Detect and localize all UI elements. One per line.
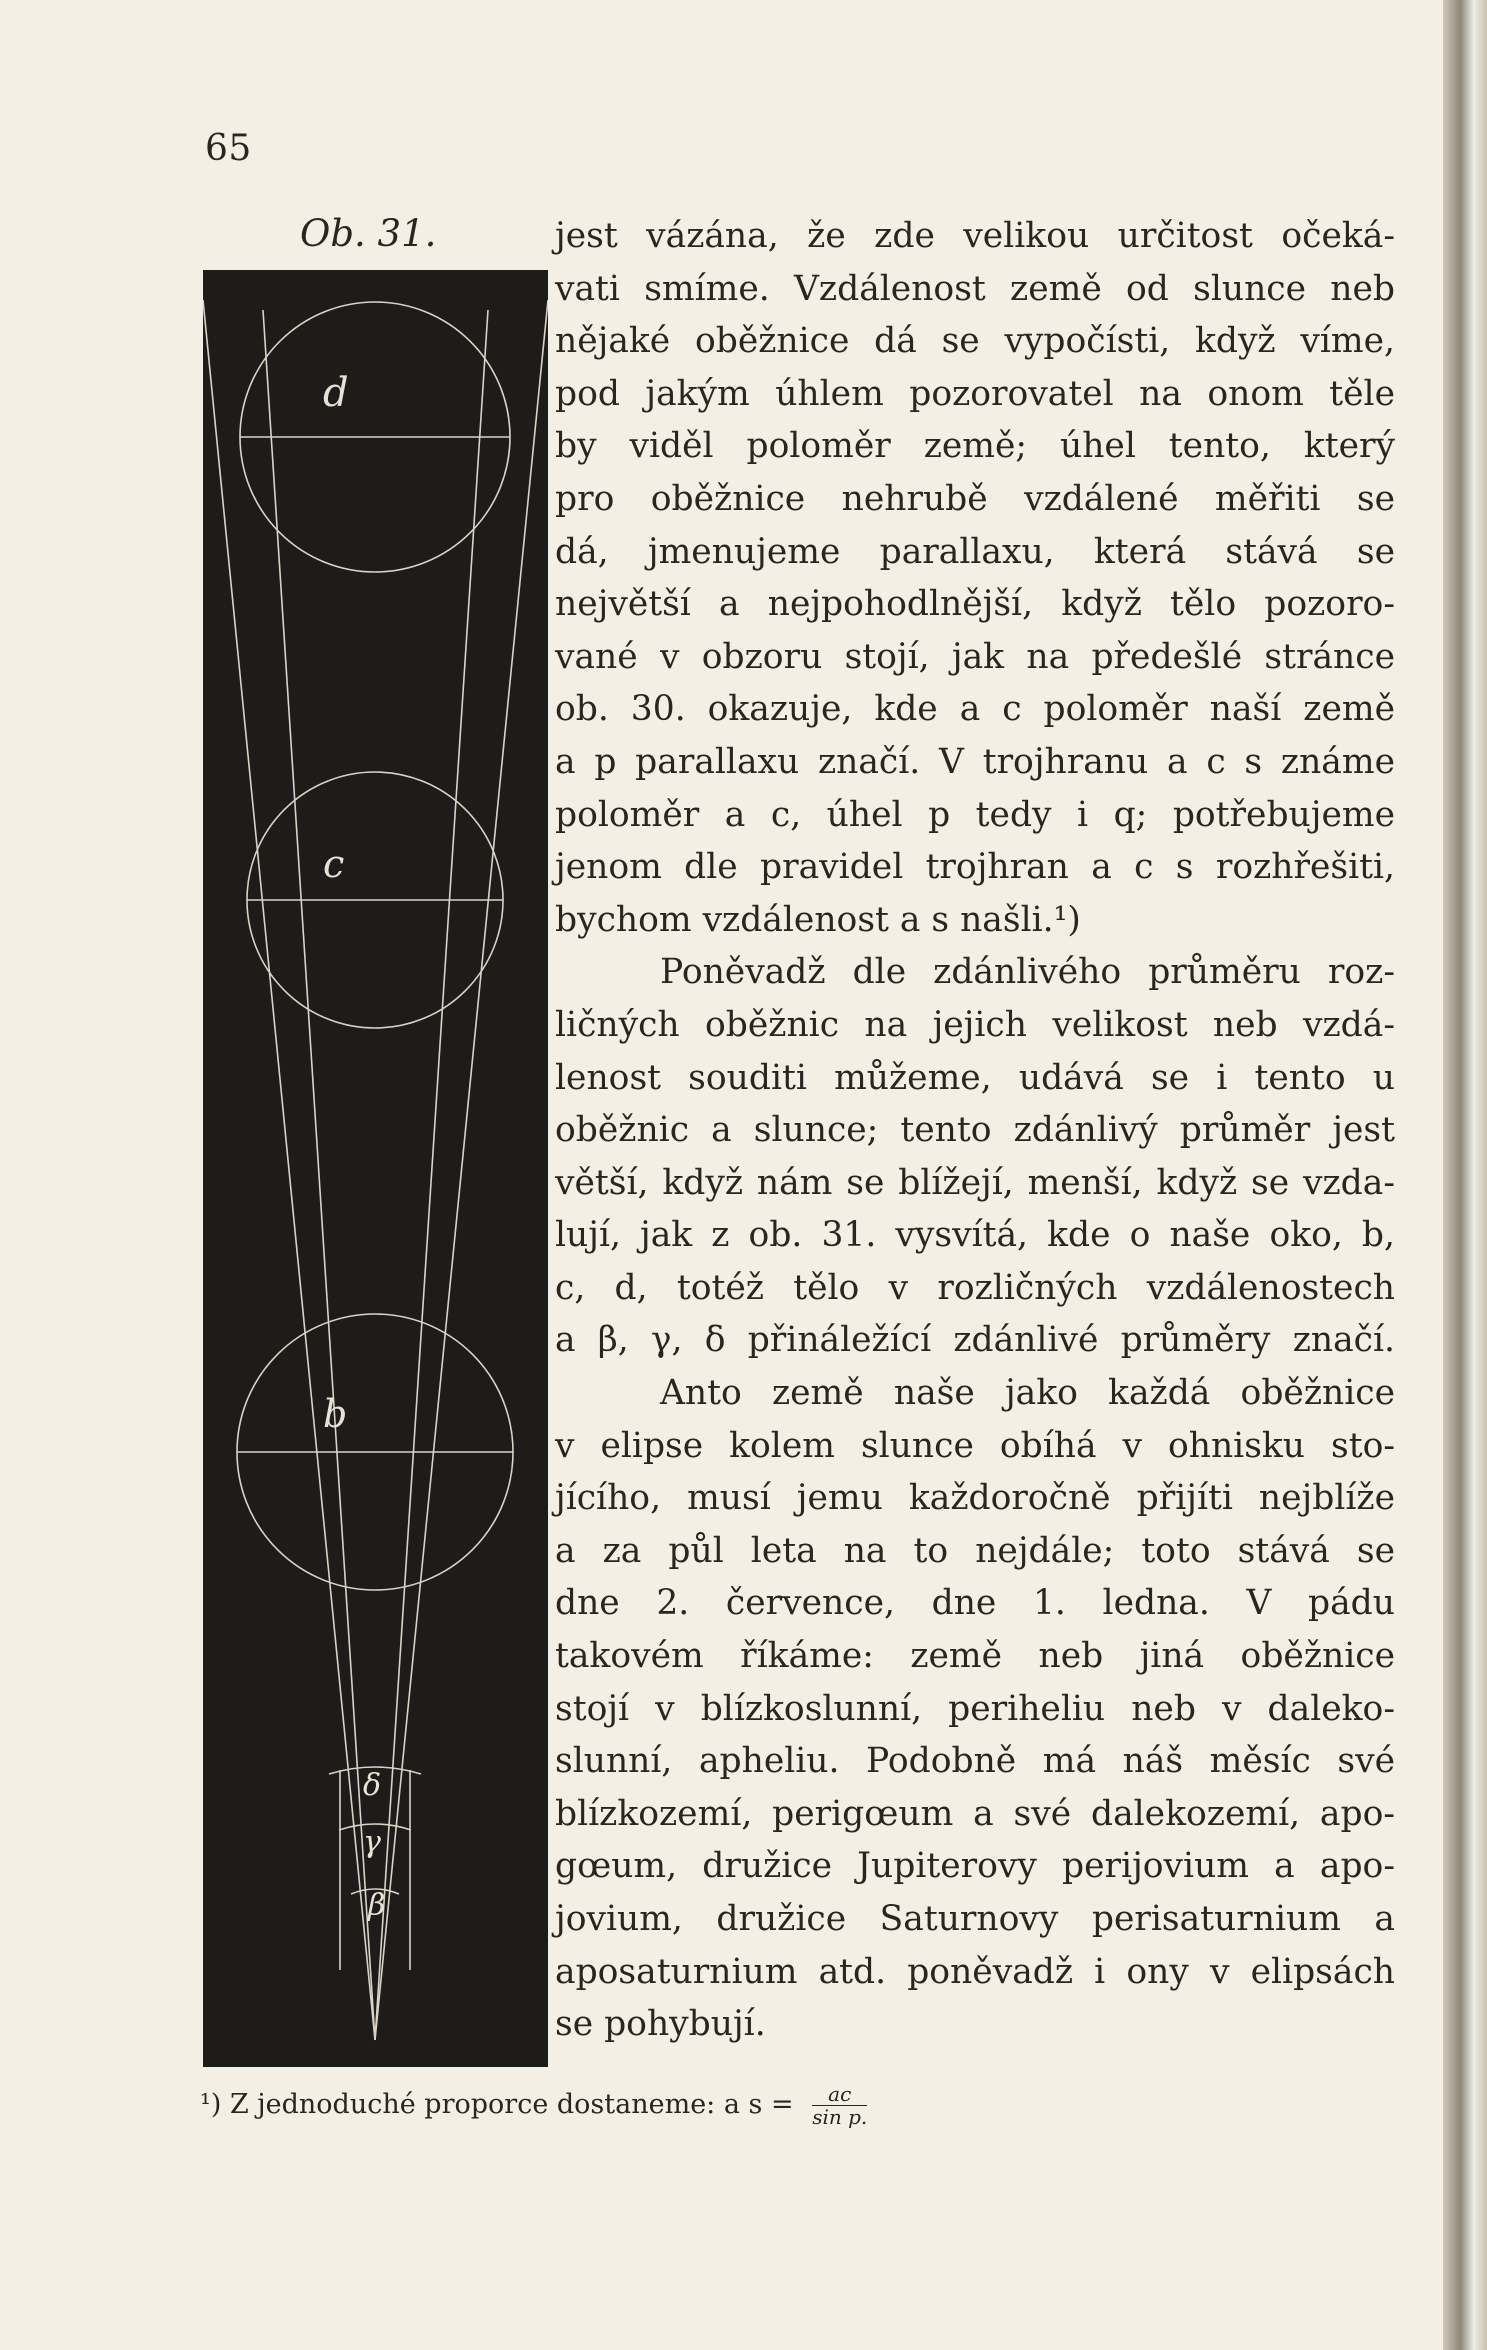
text-line: dne 2. července, dne 1. ledna. V pádu	[555, 1583, 1395, 1624]
text-line: ličných oběžnic na jejich velikost neb vzdá-	[555, 1004, 1395, 1045]
inner-left-ray	[263, 310, 375, 2040]
footnote-text: ¹) Z jednoduché proporce dostaneme: a s =	[200, 2089, 794, 2120]
text-line: oběžnic a slunce; tento zdánlivý průměr jest	[555, 1110, 1395, 1151]
text-line: dá, jmenujeme parallaxu, která stává se	[555, 531, 1395, 572]
inner-right-ray	[375, 310, 488, 2040]
body-text	[555, 210, 1395, 2051]
text-line: Poněvadž dle zdánlivého průměru roz-	[660, 952, 1395, 993]
text-line: nějaké oběžnice dá se vypočísti, když víme,	[555, 321, 1395, 362]
text-line: pod jakým úhlem pozorovatel na onom těle	[555, 373, 1395, 414]
text-line: lují, jak z ob. 31. vysvítá, kde o naše oko, b,	[555, 1215, 1395, 1256]
text-line: a p parallaxu značí. V trojhranu a c s známe	[555, 741, 1395, 782]
page-edge	[1443, 0, 1487, 2350]
text-line: vati smíme. Vzdálenost země od slunce neb	[555, 268, 1395, 309]
text-line: se pohybují.	[555, 2004, 766, 2045]
label-delta: δ	[363, 1768, 382, 1803]
text-line: by viděl poloměr země; úhel tento, který	[555, 426, 1395, 467]
fraction-numerator: ac	[812, 2083, 867, 2106]
text-line: bychom vzdálenost a s našli.¹)	[555, 899, 1081, 940]
fraction-denominator: sin p.	[812, 2105, 868, 2129]
text-line: blízkozemí, perigœum a své dalekozemí, apo-	[555, 1793, 1395, 1834]
label-b: b	[323, 1392, 348, 1436]
text-line: jenom dle pravidel trojhran a c s rozhřešiti,	[555, 847, 1395, 888]
text-line: pro oběžnice nehrubě vzdálené měřiti se	[555, 478, 1395, 519]
page-number: 65	[205, 128, 252, 169]
footnote	[200, 2083, 1200, 2128]
text-line: poloměr a c, úhel p tedy i q; potřebujeme	[555, 794, 1395, 835]
text-line: větší, když nám se blížejí, menší, když se vzda-	[555, 1162, 1395, 1203]
text-line: a β, γ, δ přináležící zdánlivé průměry značí.	[555, 1320, 1395, 1361]
text-line: lenost souditi můžeme, udává se i tento u	[555, 1057, 1395, 1098]
figure-31	[203, 270, 548, 2067]
label-d: d	[323, 370, 349, 416]
text-line: slunní, apheliu. Podobně má náš měsíc své	[555, 1741, 1395, 1782]
left-ray	[203, 300, 375, 2040]
label-gamma: γ	[363, 1825, 381, 1860]
text-line: vané v obzoru stojí, jak na předešlé stránce	[555, 636, 1395, 677]
text-line: jovium, družice Saturnovy perisaturnium a	[555, 1899, 1395, 1939]
text-line: Anto země naše jako každá oběžnice	[660, 1373, 1395, 1414]
text-line: c, d, totéž tělo v rozličných vzdálenostech	[555, 1267, 1395, 1308]
right-ray	[375, 300, 548, 2040]
footnote-fraction	[812, 2083, 867, 2128]
text-line: gœum, družice Jupiterovy perijovium a apo-	[555, 1846, 1395, 1887]
text-line: jest vázána, že zde velikou určitost očeká-	[555, 216, 1395, 256]
text-line: takovém říkáme: země neb jiná oběžnice	[555, 1636, 1395, 1677]
text-line: jícího, musí jemu každoročně přijíti nejblíže	[555, 1478, 1395, 1519]
label-c: c	[323, 842, 345, 886]
label-beta: β	[368, 1888, 386, 1923]
text-line: v elipse kolem slunce obíhá v ohnisku sto-	[555, 1425, 1395, 1466]
text-line: aposaturnium atd. poněvadž i ony v elipsách	[555, 1951, 1395, 1992]
text-line: největší a nejpohodlnější, když tělo pozoro-	[555, 584, 1395, 625]
figure-caption: Ob. 31.	[300, 212, 437, 255]
text-line: ob. 30. okazuje, kde a c poloměr naší země	[555, 689, 1395, 730]
text-line: stojí v blízkoslunní, periheliu neb v daleko-	[555, 1688, 1395, 1729]
text-line: a za půl leta na to nejdále; toto stává se	[555, 1530, 1395, 1571]
